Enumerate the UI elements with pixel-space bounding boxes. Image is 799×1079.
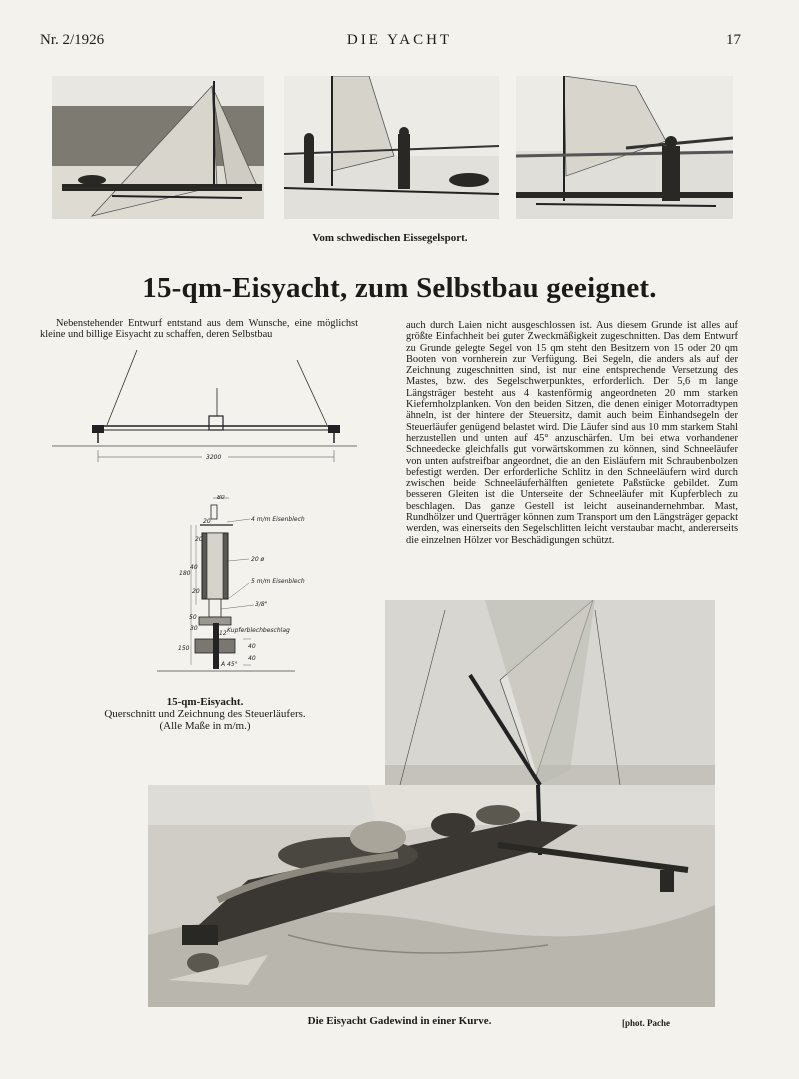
photo-iceyacht-2: [284, 76, 499, 219]
dim-40-right-a: 40: [248, 643, 256, 650]
dim-12: 12: [219, 630, 227, 637]
photo-iceyacht-3: [516, 76, 733, 219]
article-intro: Nebenstehender Entwurf entstand aus dem Wunsche, eine möglichst kleine und billige Eisyacht zu schaffen, deren Selbstbau: [40, 318, 358, 341]
dim-50: 50: [189, 614, 197, 621]
label-20-dia: 20 ø: [251, 556, 265, 563]
dim-20-mid: 20: [192, 588, 200, 595]
label-iron-plate-4mm: 4 m/m Eisenblech: [251, 516, 305, 523]
front-view-drawing: [52, 350, 362, 470]
diagram-caption-line1: Querschnitt und Zeichnung des Steuerläufers.: [104, 708, 306, 720]
photo-credit: [phot. Pache: [622, 1018, 670, 1028]
photo-iceyacht-1: [52, 76, 264, 219]
dim-40: 40: [190, 564, 198, 571]
dim-150: 150: [178, 645, 190, 652]
main-photo-caption: Die Eisyacht Gadewind in einer Kurve.: [307, 1015, 492, 1027]
dim-20-side: 20: [195, 536, 203, 543]
dim-30: 30: [190, 625, 198, 632]
label-angle-45: A 45°: [221, 661, 238, 668]
diagram-caption: [40, 696, 370, 732]
main-photo-upper: [385, 600, 715, 785]
dim-180: 180: [179, 570, 191, 577]
article-title: 15-qm-Eisyacht, zum Selbstbau geeignet.: [142, 272, 657, 304]
span-dimension: 3200: [206, 454, 222, 461]
dim-80: 80: [217, 495, 225, 501]
top-photos-caption: Vom schwedischen Eissegelsport.: [312, 232, 468, 244]
main-photo-lower: [148, 785, 715, 1007]
issue-number: Nr. 2/1926: [40, 32, 105, 48]
dim-20-top: 20: [203, 518, 211, 525]
label-bolt-3-8: 3/8": [255, 601, 268, 608]
label-iron-plate-5mm: 5 m/m Eisenblech: [251, 578, 305, 585]
page-number: 17: [726, 32, 741, 48]
magazine-title: DIE YACHT: [346, 32, 453, 48]
runner-cross-section-drawing: [155, 495, 370, 675]
label-copper-sheathing: Kupferblechbeschlag: [227, 627, 290, 634]
diagram-caption-line2: (Alle Maße in m/m.): [159, 720, 251, 732]
article-body: auch durch Laien nicht ausgeschlossen ist. Aus diesem Grunde ist alles auf größte Einfachheit bei guter Zweckmäßigkeit zugeschnitten. Das dem Entwurf zu Grunde gelegte Segel von 15 qm steht den Besitzern von 15 oder 20 qm Booten von vornherein zur Verfügung. Bei Segeln, die anders als auf der Zeichnung zugeschnitten sind, ist nur eine entsprechende Versetzung des Mastes, bzw. des Segelschwerpunktes, erforderlich. Der 5,6 m lange Längsträger besteht aus 4 kastenförmig angeordneten 20 mm starken Kiefernholzplanken. Von den beiden Sitzen, die denen einiger Motorradtypen ähneln, ist der hintere der Steuersitz, damit auch beim Einhandsegeln der Steuerläufer genügend belastet wird. Die Läufer sind aus 10 mm starkem Stahl herzustellen und unten auf 45° anzuschärfen. Um bei etwa vorhandener Schneedecke gleichfalls gut vorwärtskommen zu können, sind Schneeläufer von unten aufstreifbar angeordnet, die an den Eisläufern mit Schraubenbolzen befestigt werden. Der erforderliche Schlitz in den Schneeläufern wird durch zwischen beide Schneeläuferhälften genietete Paßstücke gebildet. Zum besseren Gleiten ist die Unterseite der Schneeläufer mit Kupferblech zu beschlagen. Das ganze Gestell ist leicht auseinandernehmbar. Mast, Rundhölzer und Querträger können zum Transport um den Längsträger gepackt werden, was einerseits den Segelschlitten leicht verstaubar macht, andererseits die einzelnen Hölzer vor Beschädigungen schützt.: [406, 320, 738, 546]
dim-40-right-b: 40: [248, 655, 256, 662]
diagram-caption-title: 15-qm-Eisyacht.: [166, 696, 244, 708]
